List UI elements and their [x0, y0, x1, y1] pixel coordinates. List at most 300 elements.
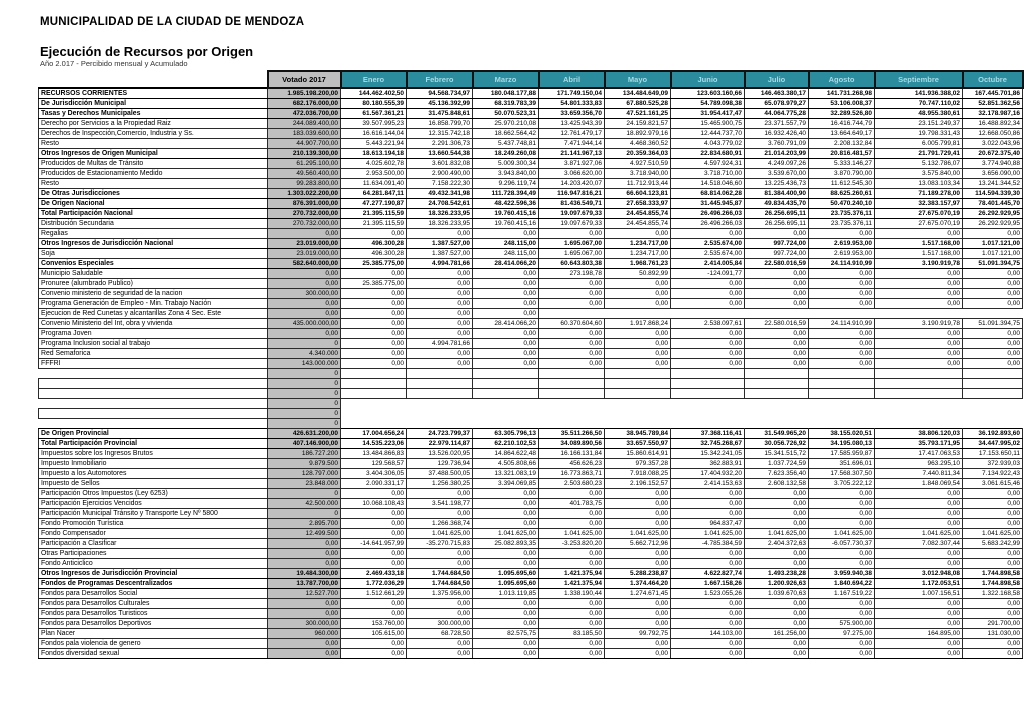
value-cell-septiembre: 0,00 [875, 609, 963, 619]
value-cell-mayo: 0,00 [605, 329, 671, 339]
value-cell-julio: 0,00 [745, 649, 809, 659]
value-cell-mayo: 38.945.789,84 [605, 429, 671, 439]
value-cell-octubre: 0,00 [963, 339, 1023, 349]
value-cell-agosto: 0,00 [809, 489, 875, 499]
value-cell-septiembre: 1.517.168,00 [875, 249, 963, 259]
value-cell-septiembre: 0,00 [875, 639, 963, 649]
votado-cell: 1.303.022.200,00 [268, 189, 341, 199]
value-cell-mayo: 24.454.855,74 [605, 209, 671, 219]
table-row [39, 479, 1023, 489]
value-cell-enero: 129.568,57 [341, 459, 407, 469]
value-cell-abril: 83.185,50 [539, 629, 605, 639]
votado-cell: 2.895.700 [268, 519, 341, 529]
value-cell-marzo: 13.321.083,19 [473, 469, 539, 479]
value-cell-abril: 456.626,23 [539, 459, 605, 469]
table-row [39, 359, 1023, 369]
value-cell-enero: 0,00 [341, 519, 407, 529]
section-row [39, 99, 1023, 109]
value-cell-septiembre: 48.955.380,61 [875, 109, 963, 119]
value-cell-agosto: 88.625.260,61 [809, 189, 875, 199]
value-cell-febrero: 18.326.233,95 [407, 209, 473, 219]
value-cell-abril: 16.166.131,84 [539, 449, 605, 459]
value-cell-agosto: 0,00 [809, 329, 875, 339]
table-row [39, 499, 1023, 509]
row-label [39, 379, 268, 389]
value-cell-mayo: 5.662.712,96 [605, 539, 671, 549]
votado-cell: 407.146.900,00 [268, 439, 341, 449]
value-cell-septiembre: 0,00 [875, 489, 963, 499]
value-cell-julio: 0,00 [745, 549, 809, 559]
value-cell-octubre: 0,00 [963, 559, 1023, 569]
value-cell-abril [539, 419, 605, 429]
value-cell-abril: 1.695.067,00 [539, 249, 605, 259]
value-cell-abril: 1.338.190,44 [539, 589, 605, 599]
value-cell-febrero: 31.475.848,61 [407, 109, 473, 119]
value-cell-junio: 1.041.625,00 [671, 529, 745, 539]
section-row [39, 569, 1023, 579]
value-cell-junio: 0,00 [671, 489, 745, 499]
value-cell-febrero: 1.266.368,74 [407, 519, 473, 529]
value-cell-septiembre: 27.675.070,19 [875, 219, 963, 229]
row-label: Municipio Saludable [39, 269, 268, 279]
value-cell-junio [671, 419, 745, 429]
value-cell-marzo: 248.115,00 [473, 249, 539, 259]
section-row [39, 109, 1023, 119]
value-cell-abril: 35.511.266,50 [539, 429, 605, 439]
table-row [39, 599, 1023, 609]
row-label: Plan Nacer [39, 629, 268, 639]
value-cell-octubre: 1.322.168,58 [963, 589, 1023, 599]
value-cell-agosto: 20.816.481,57 [809, 149, 875, 159]
value-cell-enero: 47.277.190,87 [341, 199, 407, 209]
value-cell-septiembre: 0,00 [875, 329, 963, 339]
value-cell-junio: 0,00 [671, 349, 745, 359]
votado-cell: 472.036.700,00 [268, 109, 341, 119]
row-label: Fondos diversidad sexual [39, 649, 268, 659]
value-cell-enero [341, 389, 407, 399]
value-cell-octubre: 0,00 [963, 489, 1023, 499]
value-cell-marzo [473, 389, 539, 399]
value-cell-mayo: 2.196.152,57 [605, 479, 671, 489]
value-cell-septiembre: 0,00 [875, 229, 963, 239]
value-cell-febrero: 0,00 [407, 359, 473, 369]
value-cell-febrero: 0,00 [407, 639, 473, 649]
value-cell-marzo: 25.082.893,35 [473, 539, 539, 549]
value-cell-octubre: 0,00 [963, 609, 1023, 619]
value-cell-enero: 0,00 [341, 599, 407, 609]
value-cell-marzo: 1.041.625,00 [473, 529, 539, 539]
value-cell-enero: 0,00 [341, 309, 407, 319]
row-label: Convenios Especiales [39, 259, 268, 269]
value-cell-enero: 144.462.402,50 [341, 88, 407, 99]
value-cell-octubre [963, 389, 1023, 399]
header-row [39, 71, 1023, 88]
value-cell-junio: 54.789.098,38 [671, 99, 745, 109]
value-cell-mayo: 0,00 [605, 349, 671, 359]
votado-cell: 0,00 [268, 279, 341, 289]
value-cell-abril: 7.471.944,14 [539, 139, 605, 149]
blank-row [39, 409, 1023, 419]
value-cell-abril: 0,00 [539, 549, 605, 559]
value-cell-octubre: 26.292.929,95 [963, 209, 1023, 219]
value-cell-febrero: 300.000,00 [407, 619, 473, 629]
value-cell-mayo: 67.880.525,28 [605, 99, 671, 109]
value-cell-agosto: -6.057.730,37 [809, 539, 875, 549]
value-cell-julio: 1.037.724,59 [745, 459, 809, 469]
value-cell-febrero: 1.256.380,25 [407, 479, 473, 489]
value-cell-febrero [407, 369, 473, 379]
value-cell-marzo: 48.422.596,36 [473, 199, 539, 209]
value-cell-junio: 1.667.158,26 [671, 579, 745, 589]
value-cell-abril [539, 409, 605, 419]
value-cell-julio: 0,00 [745, 279, 809, 289]
report-title: Ejecución de Recursos por Origen [40, 44, 254, 59]
votado-cell: 128.797.000 [268, 469, 341, 479]
value-cell-julio: 2.404.372,63 [745, 539, 809, 549]
value-cell-septiembre: 23.151.249,37 [875, 119, 963, 129]
row-label: Ejecucion de Red Cunetas y alcantarillas Zona 4 Sec. Este [39, 309, 268, 319]
value-cell-febrero: 4.994.781,66 [407, 339, 473, 349]
value-cell-junio: 0,00 [671, 499, 745, 509]
value-cell-mayo: 5.288.238,87 [605, 569, 671, 579]
value-cell-enero: 0,00 [341, 229, 407, 239]
section-row [39, 429, 1023, 439]
row-label: Resto [39, 179, 268, 189]
value-cell-julio: 30.056.726,92 [745, 439, 809, 449]
value-cell-agosto: 1.167.519,22 [809, 589, 875, 599]
value-cell-abril: 1.421.375,94 [539, 579, 605, 589]
row-label [39, 399, 268, 409]
value-cell-julio: 0,00 [745, 599, 809, 609]
value-cell-septiembre: 27.675.070,19 [875, 209, 963, 219]
value-cell-febrero: 1.375.956,00 [407, 589, 473, 599]
row-label: Fondos para Desarrollos Social [39, 589, 268, 599]
value-cell-junio: 12.444.737,70 [671, 129, 745, 139]
value-cell-enero: 13.484.866,83 [341, 449, 407, 459]
row-label: Programa Inclusion social al trabajo [39, 339, 268, 349]
value-cell-septiembre: 38.806.120,03 [875, 429, 963, 439]
value-cell-mayo: 0,00 [605, 359, 671, 369]
votado-cell: 99.283.800,00 [268, 179, 341, 189]
value-cell-marzo: 3.943.840,00 [473, 169, 539, 179]
value-cell-febrero: 0,00 [407, 349, 473, 359]
value-cell-octubre: 34.447.995,02 [963, 439, 1023, 449]
value-cell-agosto: 97.275,00 [809, 629, 875, 639]
value-cell-septiembre: 0,00 [875, 349, 963, 359]
value-cell-abril: 0,00 [539, 359, 605, 369]
value-cell-abril: 171.749.150,04 [539, 88, 605, 99]
value-cell-septiembre: 0,00 [875, 559, 963, 569]
votado-cell: 960.000 [268, 629, 341, 639]
value-cell-febrero: 7.158.222,30 [407, 179, 473, 189]
value-cell-julio: 81.384.400,90 [745, 189, 809, 199]
row-label: Otros Ingresos de Jurisdicción Nacional [39, 239, 268, 249]
row-label: Fondos para Desarrollos Deportivos [39, 619, 268, 629]
value-cell-julio: 1.493.238,28 [745, 569, 809, 579]
value-cell-agosto: 24.114.910,99 [809, 259, 875, 269]
value-cell-enero: 61.567.361,21 [341, 109, 407, 119]
value-cell-abril: 0,00 [539, 649, 605, 659]
row-label: Impuesto Inmobiliario [39, 459, 268, 469]
votado-cell: 0,00 [268, 539, 341, 549]
column-header-septiembre: Septiembre [875, 71, 963, 88]
value-cell-octubre: 1.041.625,00 [963, 529, 1023, 539]
value-cell-febrero [407, 389, 473, 399]
votado-cell: 0 [268, 509, 341, 519]
votado-cell: 23.019.000,00 [268, 249, 341, 259]
row-label [39, 369, 268, 379]
blank-row [39, 379, 1023, 389]
value-cell-mayo [605, 399, 671, 409]
value-cell-agosto: 53.106.008,37 [809, 99, 875, 109]
value-cell-julio: 1.039.670,63 [745, 589, 809, 599]
value-cell-agosto: 0,00 [809, 559, 875, 569]
row-label: Fondos para Desarrollos Culturales [39, 599, 268, 609]
value-cell-octubre: 372.939,03 [963, 459, 1023, 469]
value-cell-junio: 0,00 [671, 559, 745, 569]
value-cell-enero [341, 379, 407, 389]
votado-cell: 300.000,00 [268, 289, 341, 299]
section-row [39, 209, 1023, 219]
value-cell-marzo: 0,00 [473, 639, 539, 649]
value-cell-octubre: 0,00 [963, 289, 1023, 299]
value-cell-marzo: 18.662.564,42 [473, 129, 539, 139]
value-cell-enero: 16.616.144,04 [341, 129, 407, 139]
value-cell-agosto: 0,00 [809, 519, 875, 529]
value-cell-abril: 21.141.967,13 [539, 149, 605, 159]
value-cell-enero: 0,00 [341, 329, 407, 339]
row-label: Otras Participaciones [39, 549, 268, 559]
row-label [39, 389, 268, 399]
votado-cell: 0,00 [268, 329, 341, 339]
column-header-mayo: Mayo [605, 71, 671, 88]
value-cell-febrero: 2.900.490,00 [407, 169, 473, 179]
value-cell-septiembre: 0,00 [875, 359, 963, 369]
value-cell-octubre [963, 419, 1023, 429]
value-cell-julio [745, 419, 809, 429]
column-header-enero: Enero [341, 71, 407, 88]
value-cell-octubre: 5.683.242,99 [963, 539, 1023, 549]
value-cell-agosto: 575.900,00 [809, 619, 875, 629]
value-cell-octubre: 3.022.043,96 [963, 139, 1023, 149]
row-label: De Origen Provincial [39, 429, 268, 439]
value-cell-octubre: 1.744.898,58 [963, 569, 1023, 579]
row-label: De Origen Nacional [39, 199, 268, 209]
value-cell-junio [671, 389, 745, 399]
value-cell-julio: 7.623.356,40 [745, 469, 809, 479]
value-cell-marzo: 25.970.210,08 [473, 119, 539, 129]
value-cell-marzo: 0,00 [473, 609, 539, 619]
value-cell-abril: 0,00 [539, 349, 605, 359]
table-row [39, 219, 1023, 229]
value-cell-marzo: 28.414.066,20 [473, 319, 539, 329]
row-label: Fondos de Programas Descentralizados [39, 579, 268, 589]
value-cell-febrero: 1.744.684,50 [407, 579, 473, 589]
value-cell-abril: 0,00 [539, 299, 605, 309]
value-cell-septiembre: 3.190.919,78 [875, 259, 963, 269]
value-cell-octubre [963, 409, 1023, 419]
value-cell-junio: 22.834.680,91 [671, 149, 745, 159]
value-cell-agosto: 13.664.649,17 [809, 129, 875, 139]
value-cell-septiembre: 1.848.069,54 [875, 479, 963, 489]
votado-cell: 582.640.000,00 [268, 259, 341, 269]
value-cell-octubre: 1.017.121,00 [963, 239, 1023, 249]
value-cell-abril [539, 399, 605, 409]
value-cell-mayo: 0,00 [605, 649, 671, 659]
table-row [39, 629, 1023, 639]
value-cell-junio: 4.622.827,74 [671, 569, 745, 579]
section-row [39, 439, 1023, 449]
value-cell-marzo: 0,00 [473, 269, 539, 279]
table-row [39, 449, 1023, 459]
value-cell-septiembre: 0,00 [875, 499, 963, 509]
value-cell-octubre: 0,00 [963, 509, 1023, 519]
votado-cell: 0,00 [268, 309, 341, 319]
value-cell-junio: 4.597.924,31 [671, 159, 745, 169]
value-cell-marzo: 0,00 [473, 649, 539, 659]
value-cell-mayo: 50.892,99 [605, 269, 671, 279]
value-cell-abril: 0,00 [539, 559, 605, 569]
value-cell-enero: 496.300,28 [341, 249, 407, 259]
votado-cell: 49.560.400,00 [268, 169, 341, 179]
value-cell-enero: 0,00 [341, 289, 407, 299]
table-row [39, 349, 1023, 359]
votado-cell: 0 [268, 389, 341, 399]
value-cell-abril: 0,00 [539, 339, 605, 349]
value-cell-febrero: 94.568.734,97 [407, 88, 473, 99]
value-cell-febrero [407, 409, 473, 419]
value-cell-mayo [605, 389, 671, 399]
value-cell-marzo [473, 379, 539, 389]
value-cell-mayo: 0,00 [605, 289, 671, 299]
table-row [39, 539, 1023, 549]
value-cell-mayo: 1.968.761,23 [605, 259, 671, 269]
value-cell-marzo [473, 409, 539, 419]
value-cell-febrero: 0,00 [407, 289, 473, 299]
value-cell-junio: 3.718.710,00 [671, 169, 745, 179]
value-cell-julio: 4.249.097,26 [745, 159, 809, 169]
value-cell-abril: 2.503.680,23 [539, 479, 605, 489]
value-cell-enero: 39.507.995,23 [341, 119, 407, 129]
value-cell-junio: 0,00 [671, 279, 745, 289]
value-cell-mayo [605, 309, 671, 319]
value-cell-septiembre [875, 309, 963, 319]
value-cell-marzo: 180.048.177,88 [473, 88, 539, 99]
row-label: Fondo Promoción Turística [39, 519, 268, 529]
votado-cell: 12.527.700 [268, 589, 341, 599]
value-cell-septiembre: 0,00 [875, 649, 963, 659]
value-cell-marzo: 28.414.066,20 [473, 259, 539, 269]
value-cell-febrero: 0,00 [407, 549, 473, 559]
row-label: Programa Generación de Empleo - Min. Trabajo Nación [39, 299, 268, 309]
value-cell-junio [671, 309, 745, 319]
row-label: Fondo Compensador [39, 529, 268, 539]
row-label: Impuesto de Sellos [39, 479, 268, 489]
value-cell-enero: 496.300,28 [341, 239, 407, 249]
row-label: Fondos pala violencia de genero [39, 639, 268, 649]
value-cell-junio: 144.103,00 [671, 629, 745, 639]
value-cell-octubre: 0,00 [963, 279, 1023, 289]
value-cell-agosto: 0,00 [809, 599, 875, 609]
value-cell-octubre: 7.134.922,43 [963, 469, 1023, 479]
votado-cell: 0,00 [268, 549, 341, 559]
value-cell-agosto: 0,00 [809, 649, 875, 659]
value-cell-mayo: 0,00 [605, 339, 671, 349]
table-body [39, 88, 1023, 659]
votado-cell: 244.089.400,00 [268, 119, 341, 129]
value-cell-marzo: 14.864.622,48 [473, 449, 539, 459]
value-cell-agosto [809, 419, 875, 429]
value-cell-octubre: 0,00 [963, 269, 1023, 279]
value-cell-julio: 16.932.426,40 [745, 129, 809, 139]
value-cell-octubre: 36.192.893,60 [963, 429, 1023, 439]
value-cell-agosto: 3.705.222,12 [809, 479, 875, 489]
value-cell-enero: 0,00 [341, 529, 407, 539]
value-cell-mayo [605, 379, 671, 389]
value-cell-marzo: 19.760.415,16 [473, 219, 539, 229]
value-cell-junio: 0,00 [671, 359, 745, 369]
value-cell-mayo: 0,00 [605, 499, 671, 509]
value-cell-agosto: 24.114.910,99 [809, 319, 875, 329]
value-cell-febrero [407, 379, 473, 389]
row-label: Convenio Ministerio del Int, obra y vivienda [39, 319, 268, 329]
value-cell-junio: 26.496.266,03 [671, 209, 745, 219]
value-cell-febrero: 3.601.832,08 [407, 159, 473, 169]
value-cell-septiembre: 3.575.840,00 [875, 169, 963, 179]
value-cell-enero: 25.385.775,00 [341, 259, 407, 269]
row-label: Tasas y Derechos Municipales [39, 109, 268, 119]
value-cell-mayo [605, 369, 671, 379]
value-cell-septiembre: 32.383.157,97 [875, 199, 963, 209]
value-cell-enero: 0,00 [341, 609, 407, 619]
value-cell-agosto: 23.735.376,11 [809, 219, 875, 229]
table-row [39, 549, 1023, 559]
value-cell-julio: 0,00 [745, 489, 809, 499]
votado-cell: 270.732.000,00 [268, 209, 341, 219]
section-row [39, 189, 1023, 199]
section-row [39, 149, 1023, 159]
value-cell-enero: 0,00 [341, 489, 407, 499]
value-cell-junio: 0,00 [671, 289, 745, 299]
table-row [39, 319, 1023, 329]
value-cell-junio: 15.342.241,05 [671, 449, 745, 459]
row-label: Producidos de Estacionamiento Medido [39, 169, 268, 179]
column-header-octubre: Octubre [963, 71, 1023, 88]
value-cell-julio: 13.225.436,73 [745, 179, 809, 189]
value-cell-julio: 0,00 [745, 609, 809, 619]
value-cell-septiembre: 0,00 [875, 289, 963, 299]
value-cell-octubre: 51.091.394,75 [963, 319, 1023, 329]
value-cell-febrero: 2.291.306,73 [407, 139, 473, 149]
value-cell-junio: 4.043.779,02 [671, 139, 745, 149]
value-cell-mayo: 7.918.088,25 [605, 469, 671, 479]
value-cell-septiembre: 35.793.171,95 [875, 439, 963, 449]
value-cell-julio: 0,00 [745, 359, 809, 369]
value-cell-febrero: 45.136.392,99 [407, 99, 473, 109]
table-row [39, 509, 1023, 519]
value-cell-julio: 31.549.965,20 [745, 429, 809, 439]
table-row [39, 169, 1023, 179]
value-cell-octubre [963, 399, 1023, 409]
value-cell-mayo: 0,00 [605, 509, 671, 519]
value-cell-mayo: 99.792,75 [605, 629, 671, 639]
votado-cell: 270.732.000,00 [268, 219, 341, 229]
value-cell-febrero: 0,00 [407, 649, 473, 659]
value-cell-octubre: 12.668.050,86 [963, 129, 1023, 139]
value-cell-marzo: 0,00 [473, 499, 539, 509]
value-cell-abril: 16.773.863,71 [539, 469, 605, 479]
value-cell-marzo: 19.760.415,16 [473, 209, 539, 219]
